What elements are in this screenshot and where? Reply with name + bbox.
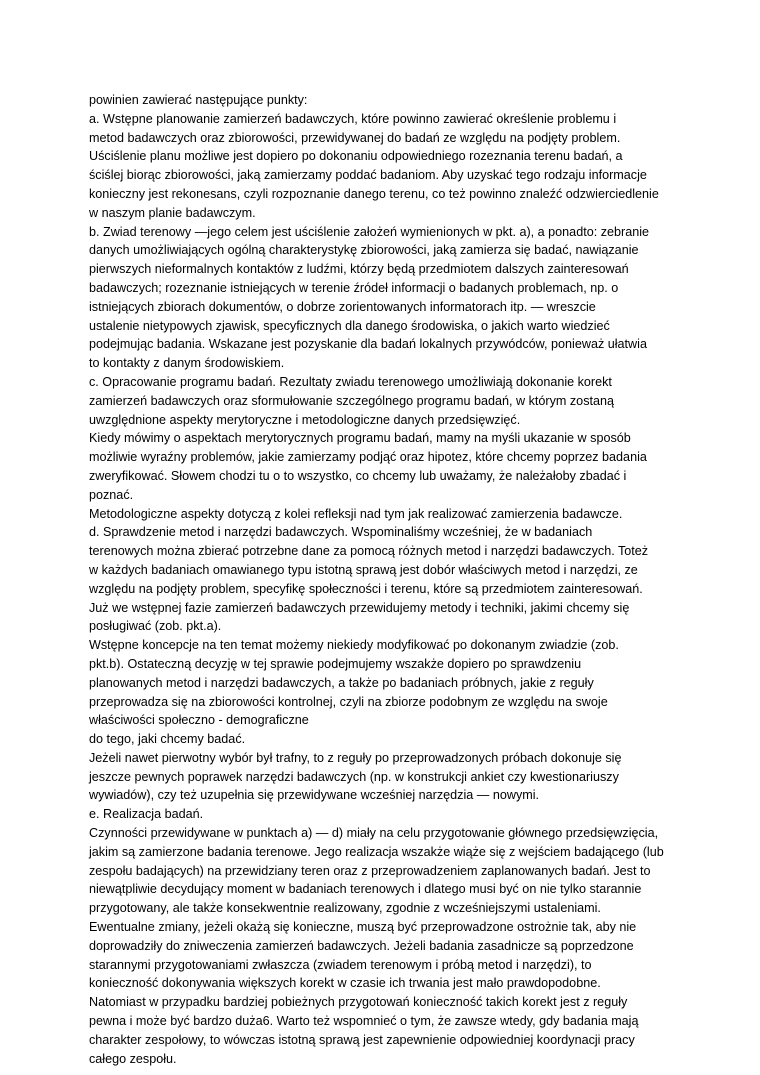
text-line: w każdych badaniach omawianego typu istotną sprawą jest dobór właściwych metod i narzędzi, ze — [89, 562, 638, 577]
text-line: właściwości społeczno - demograficzne — [89, 713, 309, 728]
text-line: całego zespołu. — [89, 1051, 177, 1066]
text-line: jeszcze pewnych poprawek narzędzi badawczych (np. w konstrukcji ankiet czy kwestionariuszy — [89, 769, 619, 784]
document-page — [89, 91, 679, 1068]
text-line: jakim są zamierzone badania terenowe. Jego realizacja wszakże wiąże się z wejściem badającego (lub — [89, 844, 664, 859]
text-line: w naszym planie badawczym. — [89, 205, 256, 220]
text-line: starannymi przygotowaniami zwłaszcza (zwiadem terenowym i próbą metod i narzędzi), to — [89, 957, 592, 972]
text-line: Natomiast w przypadku bardziej pobieżnych przygotowań konieczność takich korekt jest z reguły — [89, 995, 628, 1010]
text-line: pkt.b). Ostateczną decyzję w tej sprawie podejmujemy wszakże dopiero po sprawdzeniu — [89, 656, 582, 671]
text-line: pierwszych nieformalnych kontaktów z ludźmi, którzy będą przedmiotem dalszych zainteresowań — [89, 262, 629, 277]
text-line: zweryfikować. Słowem chodzi tu o to wszystko, co chcemy lub uważamy, że należałoby zbadać i — [89, 468, 627, 483]
text-line: niewątpliwie decydujący moment w badaniach terenowych i dlatego musi być on nie tylko starannie — [89, 882, 642, 897]
text-line: b. Zwiad terenowy —jego celem jest uściślenie założeń wymienionych w pkt. a), a ponadto: zebranie — [89, 224, 650, 239]
text-line: zamierzeń badawczych oraz sformułowanie szczególnego programu badań, w którym zostaną — [89, 393, 614, 408]
text-line: terenowych można zbierać potrzebne dane za pomocą różnych metod i narzędzi badawczych. Toteż — [89, 544, 649, 559]
text-line: konieczny jest rekonesans, czyli rozpoznanie danego terenu, co też powinno znaleźć odzwierciedlenie — [89, 186, 659, 201]
text-line: Ewentualne zmiany, jeżeli okażą się konieczne, muszą być przeprowadzone ostrożnie tak, aby nie — [89, 920, 637, 935]
text-line: metod badawczych oraz zbiorowości, przewidywanej do badań ze względu na podjęty problem. — [89, 130, 621, 145]
text-line: do tego, jaki chcemy badać. — [89, 732, 246, 747]
text-line: wywiadów), czy też uzupełnia się przewidywane wcześniej narzędzia — nowymi. — [89, 788, 540, 803]
text-line: pewna i może być bardzo duża6. Warto też wspomnieć o tym, że zawsze wtedy, gdy badania mają — [89, 1014, 639, 1029]
text-line: konieczność dokonywania większych korekt w czasie ich trwania jest mało prawdopodobne. — [89, 976, 601, 991]
text-line: posługiwać (zob. pkt.a). — [89, 619, 222, 634]
text-line: badawczych; rozeznanie istniejących w terenie źródeł informacji o badanych problemach, np. o — [89, 280, 619, 295]
text-line: doprowadziły do zniweczenia zamierzeń badawczych. Jeżeli badania zasadnicze są poprzedzone — [89, 938, 634, 953]
text-line: d. Sprawdzenie metod i narzędzi badawczych. Wspominaliśmy wcześniej, że w badaniach — [89, 525, 593, 540]
text-line: Uściślenie planu możliwe jest dopiero po dokonaniu odpowiedniego rozeznania terenu badań, a — [89, 149, 623, 164]
text-line: przeprowadza się na zbiorowości kontrolnej, czyli na zbiorze podobnym ze względu na swoje — [89, 694, 608, 709]
text-line: Jeżeli nawet pierwotny wybór był trafny, to z reguły po przeprowadzonych próbach dokonuje się — [89, 750, 622, 765]
text-line: Już we wstępnej fazie zamierzeń badawczych przewidujemy metody i techniki, jakimi chcemy się — [89, 600, 630, 615]
text-line: zespołu badających) na przewidziany teren oraz z przeprowadzeniem zaplanowanych badań. Jest to — [89, 863, 651, 878]
text-line: przygotowany, ale także konsekwentnie realizowany, zgodnie z wcześniejszymi ustaleniami. — [89, 901, 601, 916]
text-line: c. Opracowanie programu badań. Rezultaty zwiadu terenowego umożliwiają dokonanie korekt — [89, 374, 612, 389]
text-line: a. Wstępne planowanie zamierzeń badawczych, które powinno zawierać określenie problemu i — [89, 111, 617, 126]
text-line: podejmując badania. Wskazane jest pozyskanie dla badań lokalnych przywódców, ponieważ ułatwia — [89, 337, 647, 352]
text-line: Kiedy mówimy o aspektach merytorycznych programu badań, mamy na myśli ukazanie w sposób — [89, 431, 631, 446]
text-line: uwzględnione aspekty merytoryczne i metodologiczne danych przedsięwzięć. — [89, 412, 521, 427]
text-line: względu na podjęty problem, specyfikę społeczności i terenu, które są przedmiotem zainteresowań. — [89, 581, 643, 596]
text-line: Wstępne koncepcje na ten temat możemy niekiedy modyfikować po dokonanym zwiadzie (zob. — [89, 638, 619, 653]
text-line: poznać. — [89, 487, 134, 502]
text-line: Metodologiczne aspekty dotyczą z kolei refleksji nad tym jak realizować zamierzenia badawcze. — [89, 506, 623, 521]
text-line: charakter zespołowy, to wówczas istotną sprawą jest zapewnienie odpowiedniej koordynacji pracy — [89, 1032, 635, 1047]
text-line: istniejących zbiorach dokumentów, o dobrze zorientowanych informatorach itp. — wreszcie — [89, 299, 596, 314]
text-line: powinien zawierać następujące punkty: — [89, 93, 308, 107]
text-line: to kontakty z danym środowiskiem. — [89, 356, 285, 371]
text-line: danych umożliwiających ogólną charakterystykę zbiorowości, jaką zamierza się badać, nawiązanie — [89, 243, 639, 258]
text-line: e. Realizacja badań. — [89, 807, 204, 822]
text-line: planowanych metod i narzędzi badawczych, a także po badaniach próbnych, jakie z reguły — [89, 675, 594, 690]
text-line: ściślej biorąc zbiorowości, jaką zamierzamy poddać badaniom. Aby uzyskać tego rodzaju informacje — [89, 168, 647, 183]
text-line: Czynności przewidywane w punktach a) — d) miały na celu przygotowanie głównego przedsięwzięcia, — [89, 826, 659, 841]
text-line: ustalenie nietypowych zjawisk, specyficznych dla danego środowiska, o jakich warto wiedzieć — [89, 318, 610, 333]
text-line: możliwie wyraźny problemów, jakie zamierzamy podjąć oraz hipotez, które chcemy poprzez badania — [89, 450, 647, 465]
